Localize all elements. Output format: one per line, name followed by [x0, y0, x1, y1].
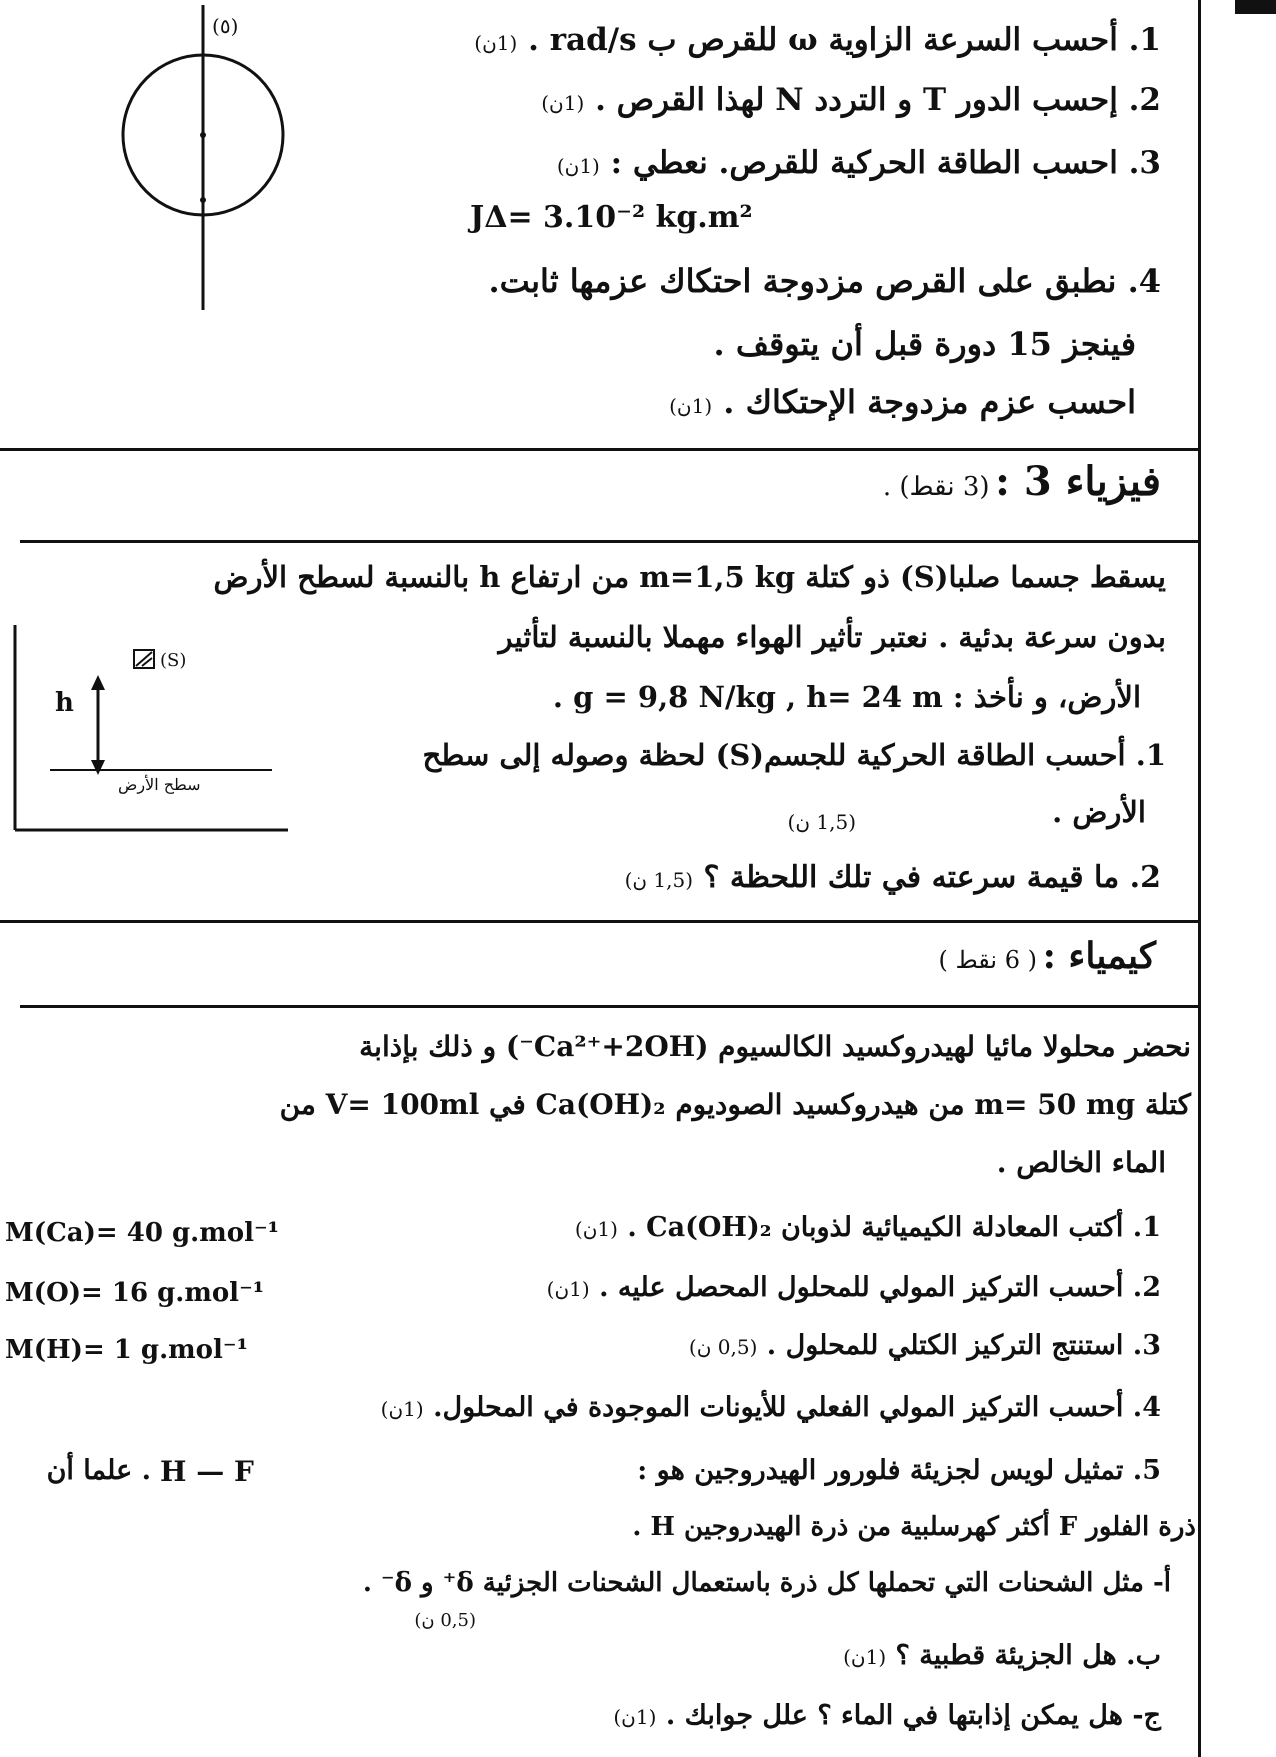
chemistry-intro-line3: الماء الخالص .: [996, 1146, 1166, 1179]
physics3-intro-line2: بدون سرعة بدئية . نعتبر تأثير الهواء مهملا بالنسبة لتأثير: [498, 620, 1166, 654]
top-q3: 3. احسب الطاقة الحركية للقرص. نعطي : (1ن): [556, 145, 1161, 181]
chemistry-heading: كيمياء : ( 6 نقط ): [938, 935, 1156, 977]
physics3-q2: 2. ما قيمة سرعته في تلك اللحظة ؟ (1,5 ن): [624, 860, 1161, 895]
physics3-title-rule: [20, 540, 1200, 543]
top-q4-line3: احسب عزم مزدوجة الإحتكاك . (1ن): [669, 383, 1136, 421]
top-q4-line2: فينجز 15 دورة قبل أن يتوقف .: [713, 325, 1136, 363]
molar-mass-o: M(O)= 16 g.mol⁻¹: [5, 1278, 265, 1308]
chemistry-q5a: أ- مثل الشحنات التي تحملها كل ذرة باستعمال الشحنات الجزئية δ⁺ و δ⁻ .: [362, 1568, 1171, 1598]
top-q4-line1: 4. نطبق على القرص مزدوجة احتكاك عزمها ثابت.: [488, 262, 1161, 300]
top-q3-given: JΔ= 3.10⁻² kg.m²: [470, 200, 753, 235]
chemistry-q4: 4. أحسب التركيز المولي الفعلي للأيونات الموجودة في المحلول. (1ن): [380, 1392, 1161, 1423]
disc-label: (٥): [212, 14, 239, 38]
physics3-q1-line2: الأرض .: [1052, 795, 1146, 829]
chemistry-q5b: ب. هل الجزيئة قطبية ؟ (1ن): [843, 1640, 1161, 1671]
body-label: (S): [160, 650, 187, 671]
chemistry-q1: 1. أكتب المعادلة الكيميائية لذوبان Ca(OH)₂ . (1ن): [574, 1212, 1161, 1243]
chemistry-q5a-mark: (0,5 ن): [414, 1610, 476, 1631]
corner-mark: [1235, 0, 1276, 14]
chemistry-intro-line2: كتلة m= 50 mg من هيدروكسيد الصوديوم Ca(OH)₂ في V= 100ml من: [279, 1088, 1191, 1121]
section-divider: [0, 448, 1200, 451]
physics3-q1-line1: 1. أحسب الطاقة الحركية للجسم(S) لحظة وصوله إلى سطح: [422, 738, 1166, 772]
physics3-heading: فيزياء 3 : (3 نقط) .: [882, 458, 1161, 505]
molar-mass-h: M(H)= 1 g.mol⁻¹: [5, 1335, 249, 1365]
ground-label: سطح الأرض: [118, 775, 201, 794]
top-q2: 2. إحسب الدور T و التردد N لهذا القرص . (1ن): [541, 82, 1161, 118]
physics3-intro-line3: الأرض، و نأخذ : g = 9,8 N/kg , h= 24 m .: [552, 680, 1141, 714]
molar-mass-ca: M(Ca)= 40 g.mol⁻¹: [5, 1218, 280, 1248]
right-margin-rule: [1198, 0, 1201, 1757]
falling-body-figure: [10, 625, 290, 835]
section-divider-2: [0, 920, 1200, 923]
chemistry-q5-line1: 5. تمثيل لويس لجزيئة فلورور الهيدروجين هو :: [637, 1455, 1161, 1486]
height-label: h: [55, 688, 74, 718]
chemistry-intro-line1: نحضر محلولا مائيا لهيدروكسيد الكالسيوم (Ca²⁺+2OH⁻) و ذلك بإذابة: [359, 1030, 1191, 1063]
chemistry-q5-tail: . علما أن: [46, 1455, 151, 1486]
chemistry-q5-line2: ذرة الفلور F أكثر كهرسلبية من ذرة الهيدروجين H .: [632, 1512, 1196, 1542]
chemistry-q5c: ج- هل يمكن إذابتها في الماء ؟ علل جوابك . (1ن): [613, 1700, 1161, 1731]
chemistry-title-rule: [20, 1005, 1200, 1008]
lewis-formula: H — F: [160, 1455, 254, 1488]
top-q1: 1. أحسب السرعة الزاوية ω للقرص ب rad/s . (1ن): [474, 22, 1161, 58]
disc-figure: [100, 5, 300, 315]
chemistry-q2: 2. أحسب التركيز المولي للمحلول المحصل عليه . (1ن): [546, 1272, 1161, 1303]
physics3-q1-mark: (1,5 ن): [787, 810, 856, 834]
chemistry-q3: 3. استنتج التركيز الكتلي للمحلول . (0,5 ن): [688, 1330, 1161, 1361]
physics3-intro-line1: يسقط جسما صلبا(S) ذو كتلة m=1,5 kg من ارتفاع h بالنسبة لسطح الأرض: [213, 560, 1166, 594]
